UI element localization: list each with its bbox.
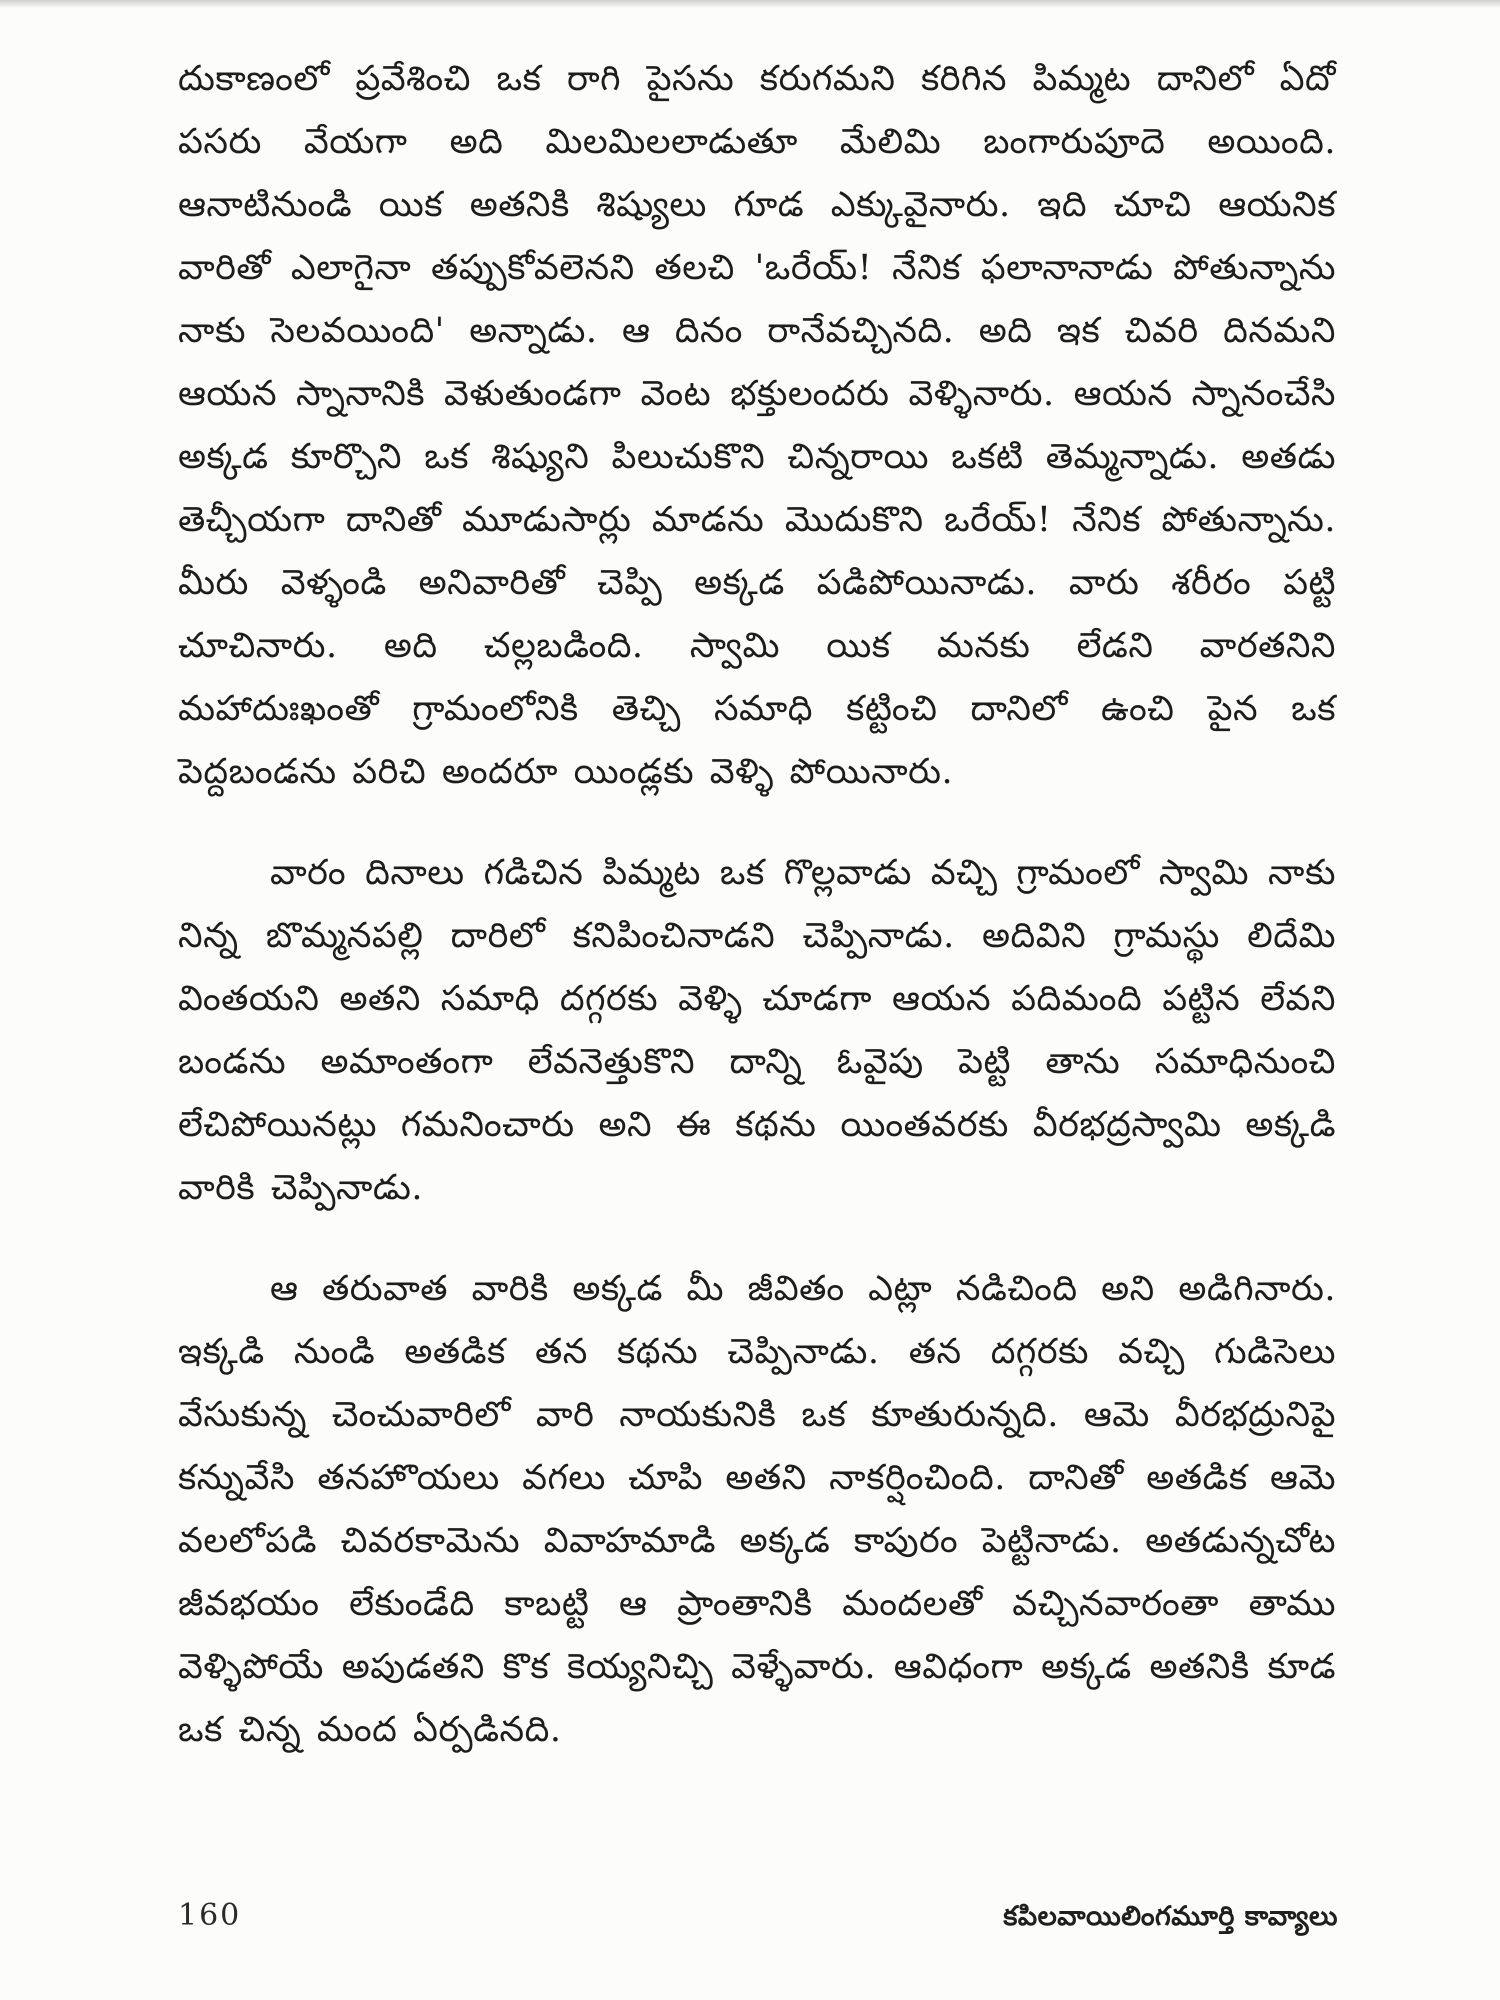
running-title: కపిలవాయిలింగమూర్తి కావ్యాలు [1003, 1901, 1338, 1932]
page-number: 160 [178, 1898, 242, 1933]
page-footer [178, 1898, 1338, 1939]
paragraph-3: ఆ తరువాత వారికి అక్కడ మీ జీవితం ఎట్లా నడిచింది అని అడిగినారు. ఇక్కడి నుండి అతడిక తన కథను చెప్పినాడు. తన దగ్గరకు వచ్చి గుడిసెలు వేసుకున్న చెంచువారిలో వారి నాయకునికి ఒక కూతురున్నది. ఆమె వీరభద్రునిపై కన్నువేసి తనహొయలు వగలు చూపి అతని నాకర్షించింది. దానితో అతడిక ఆమె వలలోపడి చివరకామెను వివాహమాడి అక్కడ కాపురం పెట్టినాడు. అతడున్నచోట జీవభయం లేకుండేది కాబట్టి ఆ ప్రాంతానికి మందలతో వచ్చినవారంతా తాము వెళ్ళిపోయే అపుడతని కొక కెయ్యనిచ్చి వెళ్ళేవారు. ఆవిధంగా అక్కడ అతనికి కూడ ఒక చిన్న మంద ఏర్పడినది. [178, 1269, 1336, 1750]
paragraph-2: వారం దినాలు గడిచిన పిమ్మట ఒక గొల్లవాడు వచ్చి గ్రామంలో స్వామి నాకు నిన్న బొమ్మనపల్లి దారిలో కనిపించినాడని చెప్పినాడు. అదివిని గ్రామస్థు లిదేమి వింతయని అతని సమాధి దగ్గరకు వెళ్ళి చూడగా ఆయన పదిమంది పట్టిన లేవని బండను అమాంతంగా లేవనెత్తుకొని దాన్ని ఓవైపు పెట్టి తాను సమాధినుంచి లేచిపోయినట్లు గమనించారు అని ఈ కథను యింతవరకు వీరభద్రస్వామి అక్కడి వారికి చెప్పినాడు. [178, 853, 1336, 1208]
body-text [178, 48, 1336, 1762]
scan-edge-artifact [0, 0, 1500, 8]
paragraph-1: దుకాణంలో ప్రవేశించి ఒక రాగి పైసను కరుగమని కరిగిన పిమ్మట దానిలో ఏదో పసరు వేయగా అది మిలమిలలాడుతూ మేలిమి బంగారుపూదె అయింది. ఆనాటినుండి యిక అతనికి శిష్యులు గూడ ఎక్కువైనారు. ఇది చూచి ఆయనిక వారితో ఎలాగైనా తప్పుకోవలెనని తలచి 'ఒరేయ్! నేనిక ఫలానానాడు పోతున్నాను నాకు సెలవయింది' అన్నాడు. ఆ దినం రానేవచ్చినది. అది ఇక చివరి దినమని ఆయన స్నానానికి వెళుతుండగా వెంట భక్తులందరు వెళ్ళినారు. ఆయన స్నానంచేసి అక్కడ కూర్చొని ఒక శిష్యుని పిలుచుకొని చిన్నరాయి ఒకటి తెమ్మన్నాడు. అతడు తెచ్చీయగా దానితో మూడుసార్లు మాడను మొదుకొని ఒరేయ్! నేనిక పోతున్నాను. మీరు వెళ్ళండి అనివారితో చెప్పి అక్కడ పడిపోయినాడు. వారు శరీరం పట్టి చూచినారు. అది చల్లబడింది. స్వామి యిక మనకు లేడని వారతనిని మహాదుఃఖంతో గ్రామంలోనికి తెచ్చి సమాధి కట్టించి దానిలో ఉంచి పైన ఒక పెద్దబండను పరిచి అందరూ యిండ్లకు వెళ్ళి పోయినారు. [178, 59, 1336, 792]
